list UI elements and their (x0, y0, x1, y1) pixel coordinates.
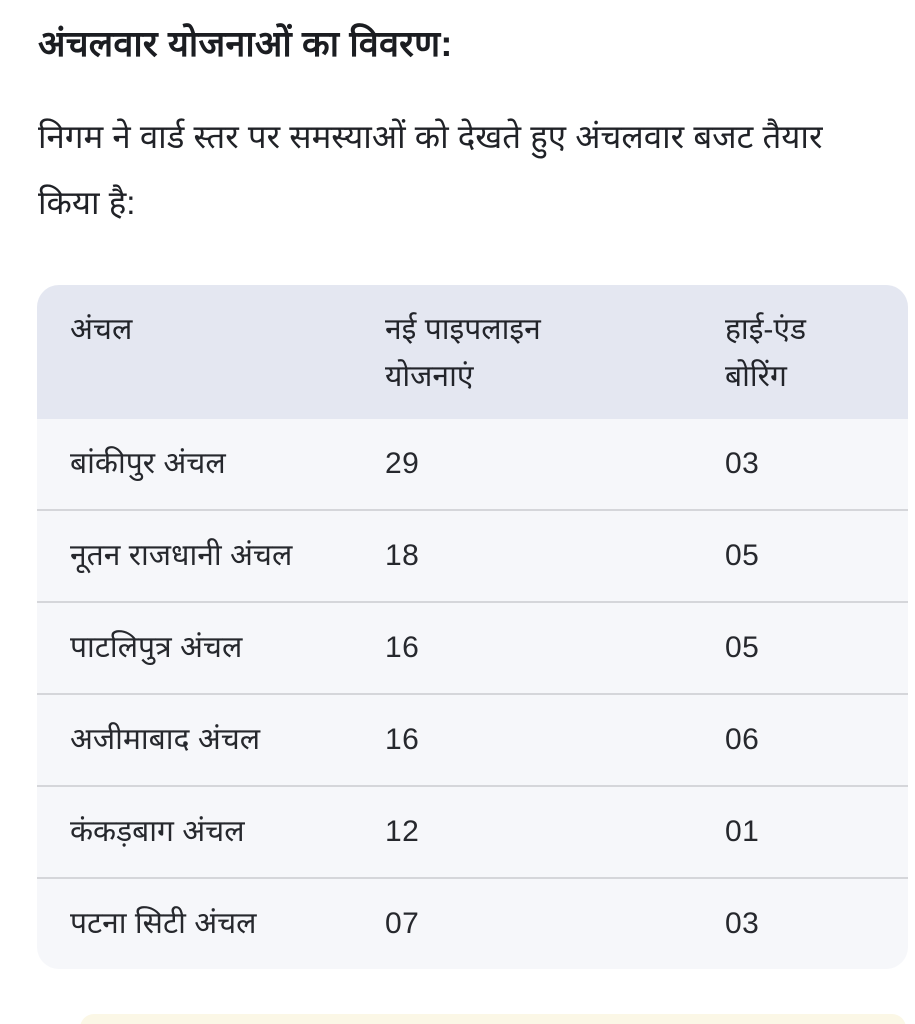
cell-zone: नूतन राजधानी अंचल (70, 539, 293, 572)
cell-pipelines: 16 (385, 723, 420, 756)
cell-boring: 05 (725, 631, 760, 664)
page-title: अंचलवार योजनाओं का विवरण: (38, 23, 453, 64)
header-cell-pipelines (385, 306, 725, 400)
cell-boring: 06 (725, 723, 760, 756)
header-cell-zone (70, 306, 385, 400)
table-row (37, 693, 908, 785)
cell-pipelines: 29 (385, 447, 420, 480)
cell-pipelines: 12 (385, 815, 420, 848)
header-boring-line2: बोरिंग (725, 360, 787, 393)
cell-zone: अजीमाबाद अंचल (70, 723, 261, 756)
zone-schemes-table (37, 285, 908, 969)
header-pipelines-line1: नई पाइपलाइन (385, 313, 541, 346)
table-row (37, 877, 908, 969)
cell-boring: 03 (725, 447, 760, 480)
cell-zone: पटना सिटी अंचल (70, 907, 257, 940)
cell-boring: 05 (725, 539, 760, 572)
note-callout-top-edge (80, 1014, 906, 1024)
table-row (37, 419, 908, 509)
intro-text: निगम ने वार्ड स्तर पर समस्याओं को देखते हुए अंचलवार बजट तैयार किया है: (38, 118, 823, 221)
table-row (37, 785, 908, 877)
cell-pipelines: 18 (385, 539, 420, 572)
header-boring-line1: हाई-एंड (725, 313, 807, 346)
cell-zone: पाटलिपुत्र अंचल (70, 631, 243, 664)
cell-zone: बांकीपुर अंचल (70, 447, 226, 480)
cell-pipelines: 16 (385, 631, 420, 664)
table-row (37, 601, 908, 693)
table-row (37, 509, 908, 601)
cell-boring: 03 (725, 907, 760, 940)
table-header-row (37, 285, 908, 419)
header-zone-line1: अंचल (70, 313, 133, 346)
header-cell-boring (725, 306, 908, 400)
cell-pipelines: 07 (385, 907, 420, 940)
header-pipelines-line2: योजनाएं (385, 360, 474, 393)
cell-zone: कंकड़बाग अंचल (70, 815, 245, 848)
cell-boring: 01 (725, 815, 760, 848)
